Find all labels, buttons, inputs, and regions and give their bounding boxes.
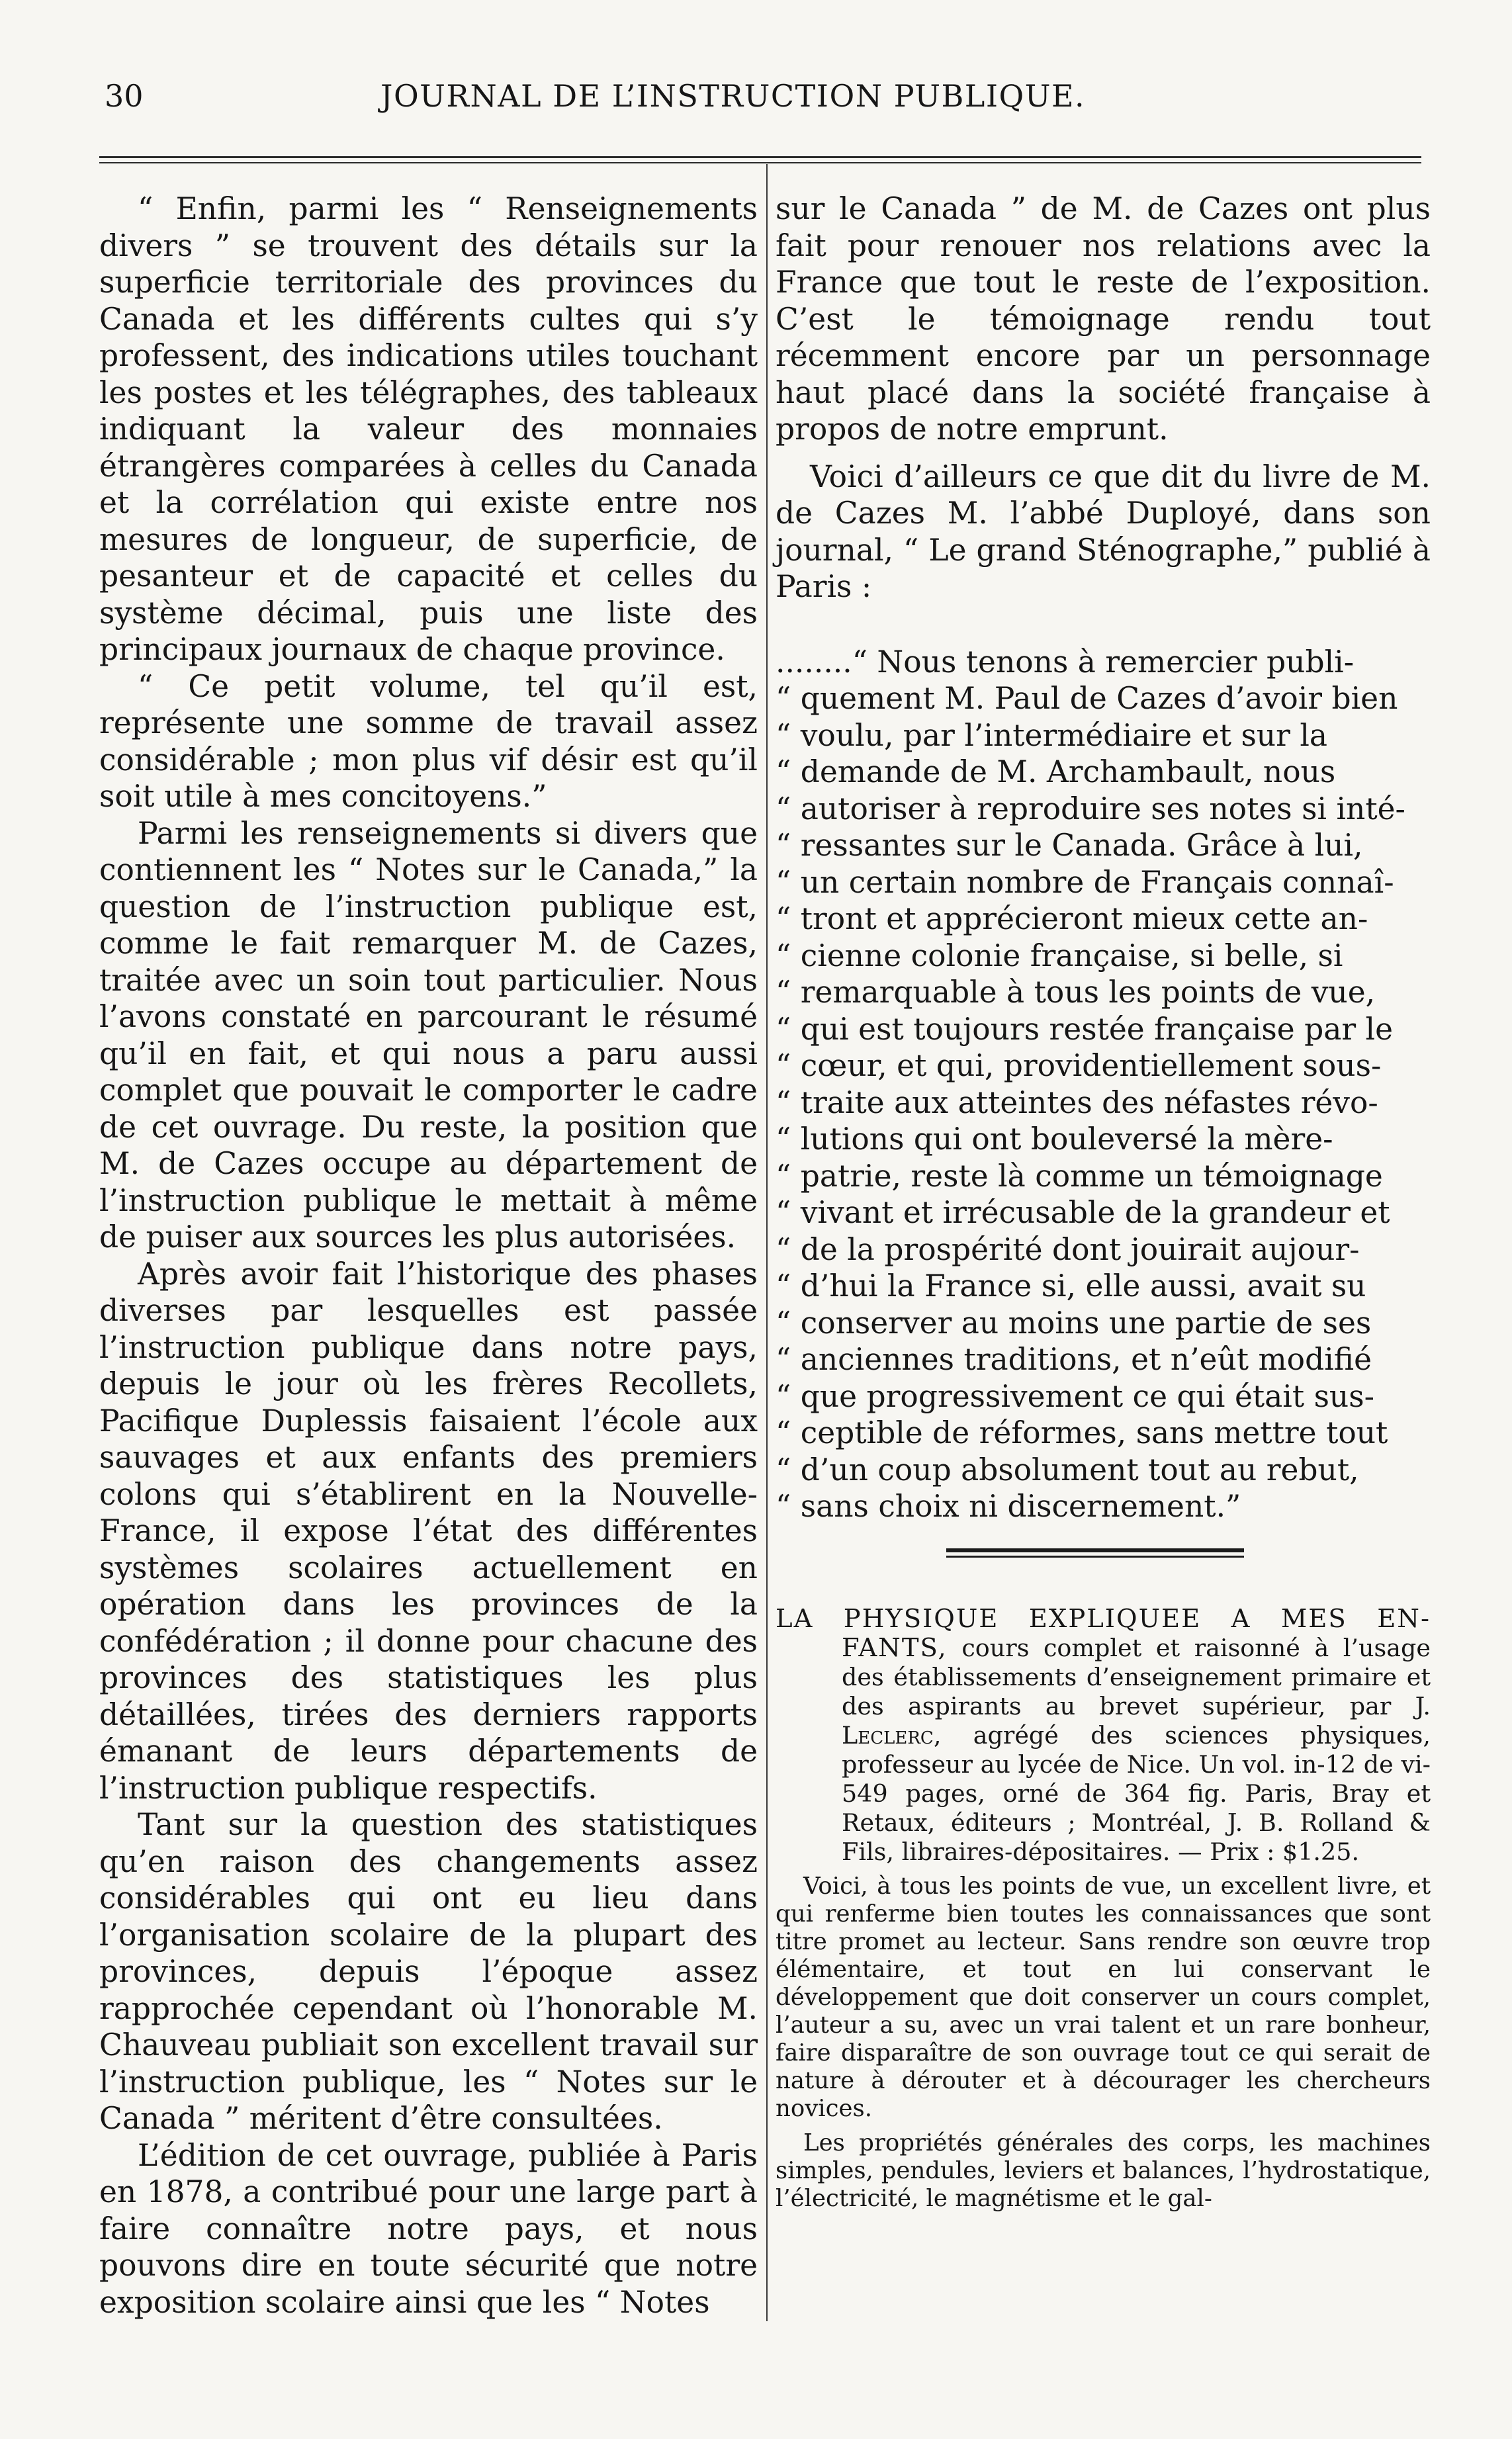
book-details-continued: , agrégé des sciences physiques, professeur au lycée de Nice. Un vol. in-12 de vi-549 pages, orné de 364 fig. Paris, Bray et Retaux, éditeurs ; Montréal, J. B. Rolland & Fils, libraires-dépositaires. — Prix : $1.25. (842, 1721, 1431, 1866)
quote-line: “ remarquable à tous les points de vue, (776, 975, 1376, 1010)
right-column (776, 191, 1431, 1525)
left-column (99, 191, 758, 2321)
paragraph: “ Enfin, parmi les “ Renseignements divers ” se trouvent des détails sur la superficie territoriale des provinces du Canada et les différents cultes qui s’y professent, des indications utiles touchant les postes et les télégraphes, des tableaux indiquant la valeur des monnaies étrangères comparées à celles du Canada et la corrélation qui existe entre nos mesures de longueur, de superficie, de pesanteur et de capacité et celles du système décimal, puis une liste des principaux journaux de chaque province. (99, 191, 758, 667)
quote-line: “ d’un coup absolument tout au rebut, (776, 1452, 1359, 1487)
page-number: 30 (105, 78, 144, 114)
quote-line: “ autoriser à reproduire ses notes si inté- (776, 791, 1405, 826)
quote-line: “ un certain nombre de Français connaî- (776, 864, 1394, 900)
running-header (0, 78, 1512, 124)
book-review-heading (776, 1605, 1431, 1867)
column-divider (766, 164, 768, 2321)
quote-line: “ ceptible de réformes, sans mettre tout (776, 1415, 1388, 1450)
quote-line: “ que progressivement ce qui était sus- (776, 1378, 1374, 1414)
review-paragraph: Voici, à tous les points de vue, un excellent livre, et qui renferme bien toutes les connaissances que sont titre promet au lecteur. Sans rendre son œuvre trop élémentaire, et tout en lui conservant le développement que doit conserver un cours complet, l’auteur a su, avec un vrai talent et un rare bonheur, faire disparaître de son ouvrage tout ce qui serait de nature à dérouter et à décourager les chercheurs novices. (776, 1873, 1431, 2122)
paragraph: sur le Canada ” de M. de Cazes ont plus fait pour renouer nos relations avec la France que tout le reste de l’exposition. C’est le témoignage rendu tout récemment encore par un personnage haut placé dans la société française à propos de notre emprunt. (776, 191, 1431, 447)
quote-line: “ d’hui la France si, elle aussi, avait su (776, 1268, 1366, 1304)
quote-line: “ ressantes sur le Canada. Grâce à lui, (776, 828, 1363, 863)
review-paragraph: Les propriétés générales des corps, les machines simples, pendules, leviers et balances, l’hydrostatique, l’électricité, le magnétisme et le gal- (776, 2129, 1431, 2212)
book-author: Leclerc (842, 1721, 934, 1750)
paragraph: Parmi les renseignements si divers que contiennent les “ Notes sur le Canada,” la question de l’instruction publique est, comme le fait remarquer M. de Cazes, traitée avec un soin tout particulier. Nous l’avons constaté en parcourant le résumé qu’il en fait, et qui nous a paru aussi complet que pouvait le comporter le cadre de cet ouvrage. Du reste, la position que M. de Cazes occupe au département de l’instruction publique le mettait à même de puiser aux sources les plus autorisées. (99, 815, 758, 1255)
quote-line: “ cienne colonie française, si belle, si (776, 938, 1343, 973)
section-separator (946, 1548, 1244, 1562)
quote-line: “ anciennes traditions, et n’eût modifié (776, 1342, 1372, 1377)
quote-line: “ patrie, reste là comme un témoignage (776, 1158, 1383, 1194)
quote-line: “ sans choix ni discernement.” (776, 1489, 1241, 1524)
paragraph: Après avoir fait l’historique des phases diverses par lesquelles est passée l’instruction publique dans notre pays, depuis le jour où les frères Recollets, Pacifique Duplessis faisaient l’école aux sauvages et aux enfants des premiers colons qui s’établirent en la Nouvelle-France, il expose l’état des différentes systèmes scolaires actuellement en opération dans les provinces de la confédération ; il donne pour chacune des provinces des statistiques les plus détaillées, tirées des derniers rapports émanant de leurs départements de l’instruction publique respectifs. (99, 1256, 758, 1806)
quote-line: “ demande de M. Archambault, nous (776, 754, 1336, 789)
quote-line: ........“ Nous tenons à remercier publi- (776, 644, 1355, 680)
paragraph: L’édition de cet ouvrage, publiée à Paris en 1878, a contribué pour une large part à faire connaître notre pays, et nous pouvons dire en toute sécurité que notre exposition scolaire ainsi que les “ Notes (99, 2137, 758, 2320)
block-quote (776, 644, 1431, 1525)
quote-line: “ voulu, par l’intermédiaire et sur la (776, 717, 1327, 753)
quote-line: “ cœur, et qui, providentiellement sous- (776, 1048, 1382, 1083)
paragraph: Voici d’ailleurs ce que dit du livre de M. de Cazes M. l’abbé Duployé, dans son journal, “ Le grand Sténographe,” publié à Paris : (776, 459, 1431, 604)
header-rule-thin (99, 162, 1421, 163)
quote-line: “ vivant et irrécusable de la grandeur et (776, 1195, 1390, 1230)
quote-line: “ conserver au moins une partie de ses (776, 1305, 1372, 1341)
quote-line: “ de la prospérité dont jouirait aujour- (776, 1231, 1360, 1267)
book-title: LA PHYSIQUE EXPLIQUEE A MES EN- FANTS, (776, 1604, 1431, 1663)
quote-line: “ traite aux atteintes des néfastes révo- (776, 1085, 1378, 1120)
quote-line: “ tront et apprécieront mieux cette an- (776, 901, 1368, 936)
quote-line: “ lutions qui ont bouleversé la mère- (776, 1122, 1333, 1157)
quote-line: “ qui est toujours restée française par le (776, 1011, 1394, 1047)
book-details: cours complet et raisonné à l’usage des établissements d’enseignement primaire et des aspirants au brevet supérieur, par J. (842, 1634, 1431, 1720)
paragraph: “ Ce petit volume, tel qu’il est, représente une somme de travail assez considérable ; mon plus vif désir est qu’il soit utile à mes concitoyens.” (99, 668, 758, 814)
quote-line: “ quement M. Paul de Cazes d’avoir bien (776, 681, 1398, 716)
book-review-body (776, 1873, 1431, 2213)
header-rule-thick (99, 156, 1421, 158)
running-title: JOURNAL DE L’INSTRUCTION PUBLIQUE. (380, 78, 1086, 114)
paragraph: Tant sur la question des statistiques qu’en raison des changements assez considérables qui ont eu lieu dans l’organisation scolaire de la plupart des provinces, depuis l’époque assez rapprochée cependant où l’honorable M. Chauveau publiait son excellent travail sur l’instruction publique, les “ Notes sur le Canada ” méritent d’être consultées. (99, 1807, 758, 2136)
